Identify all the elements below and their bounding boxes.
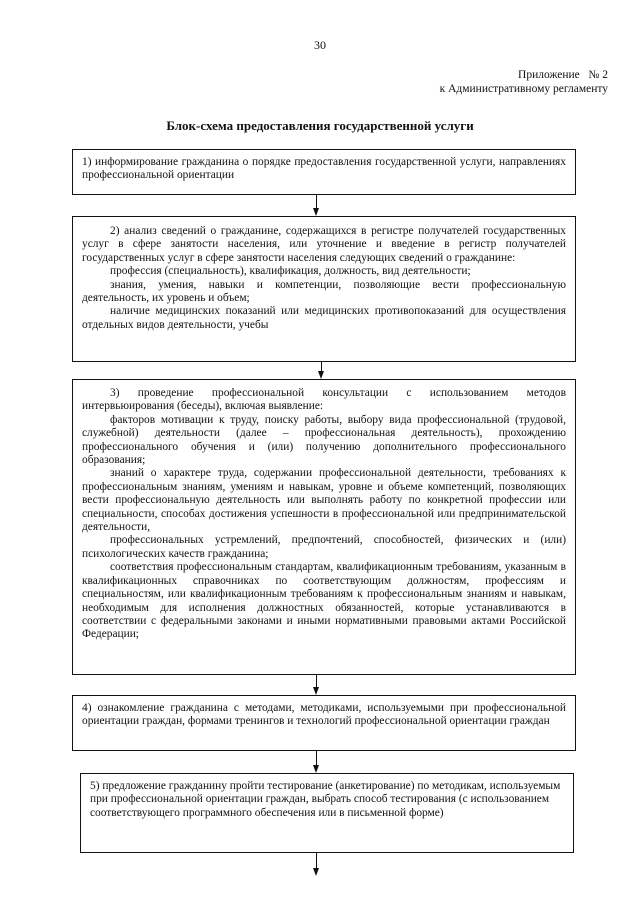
step-2-item-1: профессия (специальность), квалификация, должность, вид деятельности; — [110, 265, 471, 278]
arrow-4-line — [316, 751, 317, 766]
arrow-4-head — [313, 765, 319, 773]
step-2-item-3: наличие медицинских показаний или медицинских противопоказаний для осуществления отдельных видов деятельности, учебы — [82, 305, 566, 331]
arrow-2-head — [318, 371, 324, 379]
arrow-5-head — [313, 868, 319, 876]
step-5-text: 5) предложение гражданину пройти тестирование (анкетирование) по методикам, используемым при профессиональной ориентации граждан, выбрать способ тестирования (с использованием соответствующего программного обеспечения или в письменной форме) — [90, 780, 561, 819]
step-4-text: 4) ознакомление гражданина с методами, методиками, используемыми при профессиональной ориентации граждан, формами тренингов и технологий профессиональной ориентации граждан — [82, 702, 566, 728]
arrow-3-head — [313, 687, 319, 695]
arrow-1-head — [313, 208, 319, 216]
step-2-intro: 2) анализ сведений о гражданине, содержащихся в регистре получателей государственных услуг в сфере занятости населения, или уточнение и введение в регистр получателей государственных услуг в сфере занятости населения следующих сведений о гражданине: — [82, 225, 566, 264]
step-1-text: 1) информирование гражданина о порядке предоставления государственной услуги, направлениях профессиональной ориентации — [82, 156, 566, 182]
appendix-header — [440, 68, 608, 96]
appendix-line-2: к Административному регламенту — [439, 83, 608, 95]
arrow-5-line — [316, 853, 317, 869]
flow-step-3 — [72, 379, 576, 675]
step-3-item-1: факторов мотивации к труду, поиску работы, выбору вида профессиональной (трудовой, служебной) деятельности (далее – профессиональная деятельность), прохождению профессионального обучения и (или) получению дополнительного профессионального образования; — [82, 413, 566, 467]
arrow-1-line — [316, 195, 317, 209]
step-3-item-2: знаний о характере труда, содержании профессиональной деятельности, требованиях к профессиональным знаниям, умениям и навыкам, уровне и объеме компетенций, позволяющих вести профессиональную деятельность или выполнять работу по конкретной профессии или специальности, способах достижения успешности в профессиональной или предпринимательской деятельности, — [82, 467, 566, 534]
flow-step-1 — [72, 149, 576, 195]
step-3-item-3: профессиональных устремлений, предпочтений, способностей, физических и (или) психологических качеств гражданина; — [82, 534, 566, 560]
page-title: Блок-схема предоставления государственной услуги — [166, 118, 474, 133]
page-number: 30 — [314, 38, 326, 52]
flow-step-4 — [72, 695, 576, 751]
flow-step-2 — [72, 216, 576, 362]
flow-step-5 — [80, 773, 574, 853]
step-2-item-2: знания, умения, навыки и компетенции, позволяющие вести профессиональную деятельность, их уровень и объем; — [82, 278, 566, 305]
appendix-line-1: Приложение № 2 — [518, 69, 608, 81]
step-3-intro: 3) проведение профессиональной консультации с использованием методов интервьюирования (беседы), включая выявление: — [82, 387, 566, 413]
step-3-item-4: соответствия профессиональным стандартам, квалификационным требованиям, указанным в квалификационных справочниках по соответствующим должностям, профессиям и специальностям, или квалификационным требованиям к профессиональным знаниям и навыкам, необходимым для исполнения должностных обязанностей, которые устанавливаются в соответствии с федеральными законами и иными нормативными правовыми актами Российской Федерации; — [82, 561, 566, 641]
